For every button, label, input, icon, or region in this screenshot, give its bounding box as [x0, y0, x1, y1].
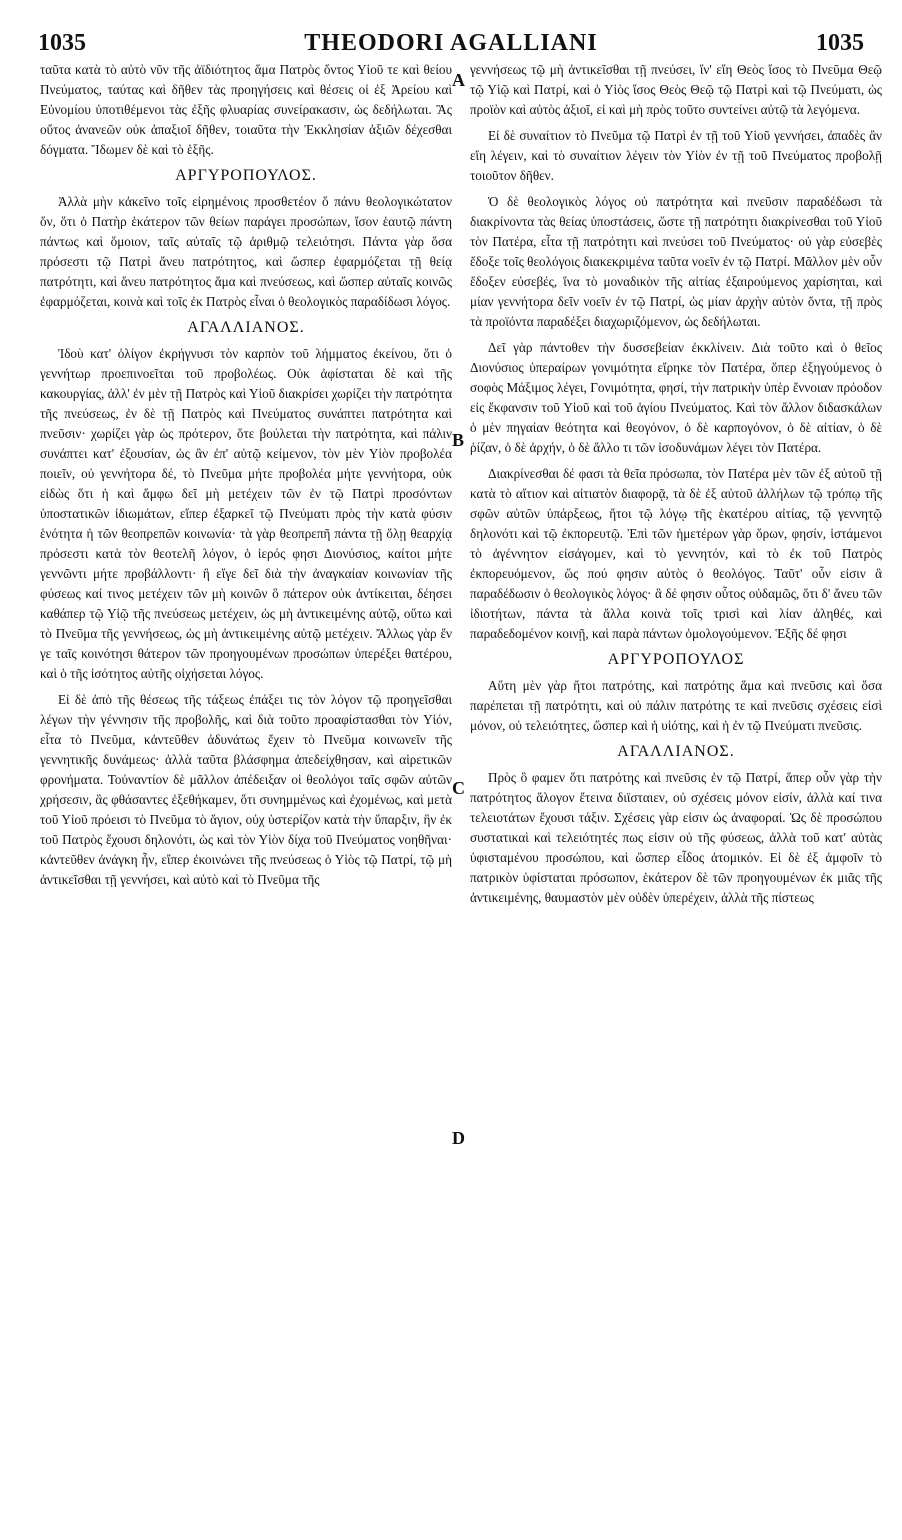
right-column-speaker-heading: ΑΓΑΛΛΙΑΝΟΣ. [617, 743, 735, 760]
margin-letter-b: B [452, 430, 465, 450]
page-number-right: 1035 [816, 30, 864, 56]
left-column-speaker-heading: ΑΓΑΛΛΙΑΝΟΣ. [187, 319, 305, 336]
left-column-paragraph: Ἀλλὰ μὴν κἀκεῖνο τοῖς εἰρημένοις προσθετέον ὅ πάνυ θεολογικώτατον ὄν, ὅτι ὁ Πατὴρ ἑκάτερον τῶν θείων παράγει προσώπων, ἴσον ἑαυτῷ πάντη πάντως καὶ ὅμοιον, ταῖς αὐταῖς τῷ ἀριθμῷ τελειότησι. Πάντα γὰρ ὅσα πρόσεστι τῷ Πατρὶ ἄνευ πατρότητος, καὶ ὥσπερ ἐφαρμόζεται τῇ θείᾳ πατρότητι, καὶ ἄνευ πατρότητος ἅμα καὶ πνεύσεως, καὶ ὥσπερ αὐταῖς κοινῶς ἐφαρμόζεται, κοινὰ καὶ τοῖς ἐκ Πατρὸς εἶναι ὁ θεολογικὸς παραδίδωσι λόγος. [40, 194, 452, 309]
left-column-paragraph: Ἰδοὺ κατ' ὀλίγον ἐκρήγνυσι τὸν καρπὸν τοῦ λήμματος ἐκείνου, ὅτι ὁ γεννήτωρ προεπινοεῖται τοῦ προβολέως. Οὐκ ἀφίσταται δὲ καὶ τῆς κακουργίας, ἀλλ' ἐν μὲν τῇ Πατρὸς καὶ Υἱοῦ διακρίσει χωρίζει τὴν πατρότητα τῆς πνεύσεως, ἐν δὲ τῇ Πατρὸς καὶ Πνεύματος συνάπτει πατρότητα καὶ πνεῦσιν· χωρίζει γὰρ ὡς πρότερον, ὅτε βούλεται τὴν πατρότητα, καὶ πάλιν συνάπτει κατ' ἐξουσίαν, ὡς ἂν ἐπ' αὐτῷ κείμενον, τὸν μὲν Υἱὸν προβολέα ποιεῖν, οὐ γεννήτορα δέ, τὸ Πνεῦμα μήτε προβολέα μήτε γεννήτορα, οὐκ εἰδὼς ὅτι ἡ καὶ ἄμφω δεῖ μὴ μετέχειν τῶν ἐν τῷ Πατρὶ προσόντων ὑποστατικῶν ἰδιωμάτων, εἴπερ ἐξαρκεῖ τῷ Πνεύματι πρὸς τὴν κατὰ φύσιν ἑνότητα ἡ τῶν θεοπρεπῶν κοινωνία· τὰ γὰρ θεοπρεπῆ πάντα τῇ ὅλῃ θεαρχίᾳ πρόσεστι κατὰ τὸν θεοτελῆ λόγον, ὁ ἱερός φησι Διονύσιος, καίτοι μήτε γεννῶντι μήτε προβάλλοντι· ἢ εἴγε δεῖ διὰ τὴν ἀναγκαίαν κοινωνίαν τῆς φύσεως καί τινος μετέχειν τῶν μὴ κοινῶν ὃ πάτερον οὐκ ἀντίκειται, δέησει καθάπερ τῷ Υἱῷ τῆς πνεύσεως μετέχειν, ὡς μὴ ἀντικειμένης αὐτῷ, οὕτω καὶ τὸ Πνεῦμα τῆς γεννήσεως, ὡς μὴ ἀντικειμένης αὐτῷ μετέχειν. Ἄλλως γὰρ ἔν γε ταῖς κοινότησι θάτερον τῶν προηγουμένων προσώπων ὑπερέξει θατέρου, καὶ ὁ τῆς ἰσότητος αὐτῆς οἰχήσεται λόγος. [40, 346, 452, 681]
left-column-paragraph: Εἰ δὲ ἀπὸ τῆς θέσεως τῆς τάξεως ἐπάξει τις τὸν λόγον τῷ προηγεῖσθαι λέγων τὴν γέννησιν τῆς προβολῆς, καὶ διὰ τοῦτο προαφίστασθαι τὸν Υἱόν, εἶτα τὸ Πνεῦμα, κἀντεῦθεν ἀδυνάτως ἔχειν τὸ Πνεῦμα κοινωνεῖν τῆς γεννητικῆς δυνάμεως· ἀλλὰ ταῦτα βλάσφημα ἀπεδείχθησαν, καὶ αἱρετικῶν φρονήματα. Τοὐναντίον δὲ μᾶλλον ἀπέδειξαν οἱ θεολόγοι ταῖς σφῶν αὐτῶν χρήσεσιν, ἃς φθάσαντες ἐξεθήκαμεν, ὅτι συνημμένως καὶ ἐχομένως, καὶ μετὰ τοῦ Υἱοῦ πρόεισι τὸ Πνεῦμα τὸ ἅγιον, οὐχ ὑστερίζον κατὰ τὴν ὕπαρξιν, ἣν ἐκ τοῦ Πατρὸς ἔχουσι δηλονότι, ὡς καὶ τὸν Υἱὸν δίχα τοῦ Πνεύματος νοηθῆναι· κἀντεῦθεν ἀνάγκη ἦν, εἴπερ ἐκοινώνει τῆς πνεύσεως ὁ Υἱὸς τῷ Πατρί, τῷ μὴ ἀντικεῖσθαι τῇ γεννήσει, καὶ αὐτὸ καὶ τὸ Πνεῦμα τῆς [40, 692, 452, 887]
right-column [470, 60, 882, 914]
running-header [30, 30, 872, 60]
right-column-paragraph: Διακρίνεσθαι δέ φασι τὰ θεῖα πρόσωπα, τὸν Πατέρα μὲν τῶν ἐξ αὐτοῦ τῇ κατὰ τὸ αἴτιον καὶ αἰτιατὸν διαφορᾷ, τὰ δὲ ἐξ αὐτοῦ ἀλλήλων τῷ τρόπῳ τῆς σφῶν αὐτῶν ὑπάρξεως, ἤτοι τῷ λόγῳ τῆς ἑκατέρου αἰτίας, τῷ γεννητῷ δηλονότι καὶ τῷ ἐκπορευτῷ. Ἐπὶ τῶν ἡμετέρων γὰρ ὅρων, φησίν, ἱστάμενοι τὸ ἀγέννητον εἰσάγομεν, καὶ τὸ γεννητόν, καὶ τὸ ἐκ τοῦ Πατρὸς ἐκπορευόμενον, ὥς πού φησιν αὐτὸς ὁ θεολόγος. Ταῦτ' οὖν εἰσιν ἃ παραδέδωσιν ὁ θεολογικὸς λόγος· ἃ δέ φησιν οὗτος οὐδαμῶς, ὅτι δ' ἄνευ τῶν ἰδιοτήτων, πάντα τὰ ἄλλα κοινὰ τοῖς τρισὶ καὶ λίαν ἀληθές, καὶ παραδεδομένον κοινῇ, καὶ παρὰ πάντων ὁμολογούμενον. Ἑξῆς δέ φησι [470, 466, 882, 641]
right-column-paragraph: Πρὸς ὃ φαμεν ὅτι πατρότης καὶ πνεῦσις ἐν τῷ Πατρί, ἅπερ οὖν γὰρ τὴν πατρότητος ἄλογον ἔτεινα διϊσταιεν, οὐ σχέσεις μόνον εἰσίν, ἀλλὰ καί τινα τελειοτάτων ἔχουσι τάξιν. Σχέσεις γὰρ εἰσιν ὡς ἀναφοραί. Ὡς δὲ προσώπου συστατικαὶ καὶ τελειότητές πως εἰσιν οὐ τῆς φύσεως, ἀλλὰ τοῦ κατ' αὐτὰς ὑφισταμένου προσώπου, καὶ ὥσπερ εἶδος ἀτομικόν. Εἰ δὲ ἐξ ἀμφοῖν τὸ πατρικὸν ὑφίσταται πρόσωπον, ἑκάτερον δὲ τῶν προηγουμένων ἐκ μιᾶς τῆς ἀντικειμένης, θαυμαστὸν μὲν οὐδὲν ὑπερέχειν, ἀλλὰ τῆς πίστεως [470, 770, 882, 905]
right-column-paragraph: Εἰ δὲ συναίτιον τὸ Πνεῦμα τῷ Πατρὶ ἐν τῇ τοῦ Υἱοῦ γεννήσει, ἀπαδὲς ἂν εἴη λέγειν, καὶ τὸ συναίτιον λέγειν τὸν Υἱὸν ἐν τῇ τοῦ Πνεύματος προβολῇ τοιοῦτον δῆθεν. [470, 128, 882, 183]
margin-letter-c: C [452, 778, 465, 798]
margin-letter-a: A [452, 70, 465, 90]
page-title: THEODORI AGALLIANI [304, 30, 598, 56]
right-column-paragraph: Ὁ δὲ θεολογικὸς λόγος οὐ πατρότητα καὶ πνεῦσιν παραδέδωσι τὰ διακρίνοντα τὰς θείας ὑποστάσεις, ὥστε τῇ πατρότητι διακρίνεσθαι τοῦ Υἱοῦ τὸν Πατέρα, εἶτα τῇ πατρότητι καὶ πνεύσει τοῦ Πνεύματος· οὐ γὰρ εὐσεβὲς ἔδοξε τοῖς θεολόγοις διακεκριμένα ταῦτα νοεῖν ἐν τῷ Πατρί. Μᾶλλον μὲν οὖν ἔδοξεν εὐσεβές, ἵνα τὸ μοναδικὸν τῆς αἰτίας ἐξαιρούμενος χαρίσηται, καὶ μίαν γεννήτορα δεῖν νοεῖν ἐν τῷ Πατρί, ὡς μίαν ἀρχὴν αὐτὸν ὄντα, τῇ πρὸς τὰ προϊόντα παραδέξει διαχωριζόμενον, ὡς δεδήλωται. [470, 194, 882, 329]
right-column-paragraph: Αὕτη μὲν γὰρ ἤτοι πατρότης, καὶ πατρότης ἅμα καὶ πνεῦσις καὶ ὅσα παρέπεται τῇ πατρότητι, καὶ οὐ πάλιν πατρότης τε καὶ πνεῦσις σχέσεις εἰσὶ μόνον, οὐ τελειότητες, ὥσπερ καὶ ἡ υἱότης, καὶ ἡ ἐν τῷ Πνεύματι πνεῦσις. [470, 678, 882, 733]
right-column-paragraph: Δεῖ γὰρ πάντοθεν τὴν δυσσεβείαν ἐκκλίνειν. Διὰ τοῦτο καὶ ὁ θεῖος Διονύσιος ὑπεραίρων γονιμότητα εἴρηκε τὸν Πατέρα, ὅπερ ἐξηγούμενος ὁ σοφὸς Μάξιμος λέγει, Γονιμότητα, φησί, τὴν πατρικὴν ὑπὲρ ἔννοιαν πρόοδον εἰς ἔκφανσιν τοῦ Υἱοῦ καὶ τοῦ ἁγίου Πνεύματος. Καὶ τὸν ἄλλον διδασκάλων ὁ μὲν πηγαίαν θεότητα καὶ θεογόνον, ὁ δὲ καρπογόνον, ὁ δὲ αἰτίαν, ὁ δὲ ῥίζαν, ὁ δὲ ἀρχήν, ὁ δὲ ἄλλο τι τῶν ἰσοδυνάμων λέγει τὸν Πατέρα. [470, 340, 882, 455]
right-column-speaker-heading: ΑΡΓΥΡΟΠΟΥΛΟΣ [607, 651, 745, 668]
left-column [40, 60, 452, 896]
right-column-paragraph: γεννήσεως τῷ μὴ ἀντικεῖσθαι τῇ πνεύσει, ἵν' εἴη Θεὸς ἴσος τὸ Πνεῦμα Θεῷ τῷ Υἱῷ καὶ Πατρί, καὶ ὁ Υἱὸς ἴσος Θεὸς Θεῷ τῷ Πατρὶ καὶ τῷ Πνεύματι, ὡς προϊὸν καὶ αὐτὸς ἀξιοῖ, εἰ καὶ μὴ πρὸς τοῦτο συντείνει αὐτῷ τὰ λεγόμενα. [470, 62, 882, 117]
margin-letter-d: D [452, 1128, 465, 1148]
left-column-speaker-heading: ΑΡΓΥΡΟΠΟΥΛΟΣ. [175, 167, 317, 184]
left-column-paragraph: ταῦτα κατὰ τὸ αὐτὸ νῦν τῆς ἀϊδιότητος ἅμα Πατρὸς ὄντος Υἱοῦ τε καὶ θείου Πνεύματος, ταύτας καὶ δῆθεν τὰς προηγήσεις καὶ θέσεις οἱ ἐξ Ἀρείου καὶ Εὐνομίου ὑποτιθέμενοι τὰς ἐξῆς φλυαρίας συνείρακασιν, ὡς δεδήλωται. Ἃς οὔτος ἀνανεῶν οὐκ ἀπαξιοῖ δῆθεν, τοιαῦτα τὴν Ἐκκλησίαν ἀξιῶν δέχεσθαι δόγματα. Ἴδωμεν δὲ καὶ τὸ ἑξῆς. [40, 62, 452, 157]
page-number-left: 1035 [38, 30, 86, 56]
